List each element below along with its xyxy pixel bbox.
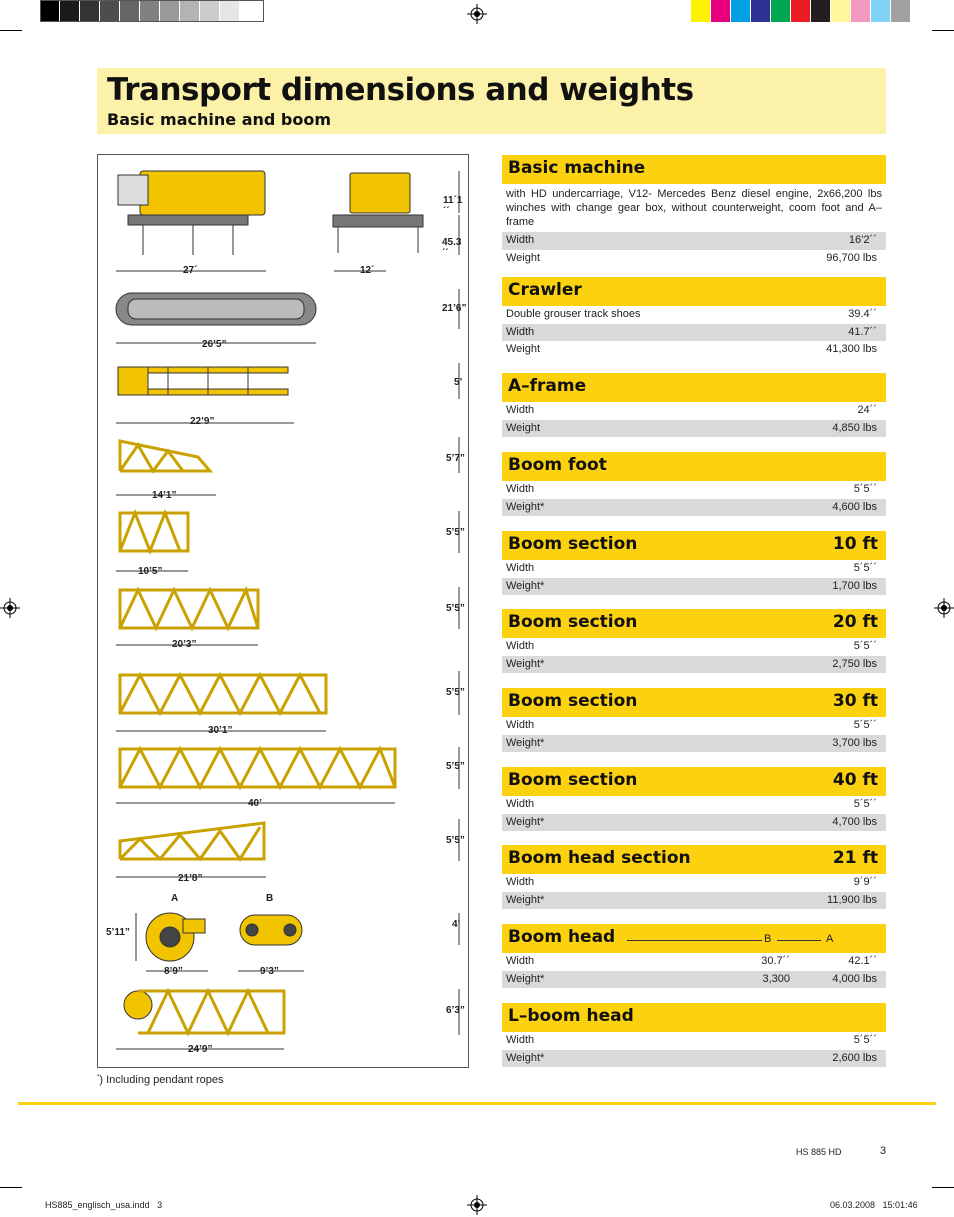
dim-crawler-height: 21’6” — [442, 303, 467, 314]
row-label: Width — [506, 640, 535, 652]
section-aframe — [502, 373, 886, 437]
dim-s30-height: 5’5” — [446, 687, 465, 698]
row-label: Weight* — [506, 657, 545, 670]
color-swatch — [180, 0, 200, 22]
footer-rule — [18, 1102, 936, 1105]
row-value: 4,600 lbs — [832, 500, 877, 513]
color-calibration-bar-gray — [40, 0, 260, 22]
footnote-mark: * — [97, 1074, 100, 1081]
row-value: 24´´ — [857, 404, 877, 416]
row-value: 2,600 lbs — [832, 1051, 877, 1064]
dim-bh-b-height: 4’ — [452, 919, 461, 930]
boom-section-30-drawing — [120, 675, 326, 713]
table-row — [502, 578, 886, 596]
color-swatch — [811, 0, 831, 22]
section-length: 10 ft — [832, 534, 878, 554]
registration-mark-icon — [467, 4, 487, 24]
table-row — [502, 735, 886, 753]
section-title: A–frame — [508, 376, 587, 396]
color-swatch — [751, 0, 771, 22]
dim-basic-clearance: 45.3´´ — [442, 237, 462, 259]
drawings-frame — [97, 154, 469, 1068]
dim-head-height: 5’5” — [446, 835, 465, 846]
row-value-b: 30.7´´ — [761, 955, 790, 967]
section-boom-head-section — [502, 845, 886, 909]
page-title: Transport dimensions and weights — [107, 72, 694, 108]
component-drawings — [98, 155, 468, 1067]
table-row — [502, 796, 886, 814]
section-header — [502, 924, 886, 953]
section-title: Boom section — [508, 691, 638, 711]
crop-mark — [0, 30, 22, 31]
section-title: Boom section — [508, 612, 638, 632]
dim-foot-length: 14’1” — [152, 490, 177, 501]
dim-s20-height: 5’5” — [446, 603, 465, 614]
color-swatch — [80, 0, 100, 22]
section-header — [502, 1003, 886, 1032]
section-header — [502, 373, 886, 402]
row-value: 5´5´´ — [853, 483, 877, 495]
row-label: Width — [506, 955, 535, 967]
section-length: 21 ft — [832, 848, 878, 868]
row-label: Weight — [506, 421, 541, 434]
row-label: Weight* — [506, 815, 545, 828]
section-boom-20 — [502, 609, 886, 673]
table-row — [502, 341, 886, 359]
color-swatch — [771, 0, 791, 22]
section-length: 30 ft — [832, 691, 878, 711]
row-value: 2,750 lbs — [832, 657, 877, 670]
section-title: Boom section — [508, 770, 638, 790]
row-label: Weight* — [506, 500, 545, 513]
table-row — [502, 499, 886, 517]
label-boom-head-b: B — [266, 893, 274, 904]
boom-head-section-drawing — [120, 823, 264, 859]
dim-lboom-height: 6’3” — [446, 1005, 465, 1016]
color-swatch — [220, 0, 240, 22]
row-label: Width — [506, 798, 535, 810]
dim-bh-b-length: 9’3” — [260, 966, 279, 977]
row-value: 3,700 lbs — [832, 736, 877, 749]
color-swatch — [100, 0, 120, 22]
dim-aframe-length: 22’9” — [190, 416, 215, 427]
row-value: 16’2´´ — [848, 234, 877, 246]
column-header-a: A — [826, 933, 834, 945]
section-description: with HD undercarriage, V12- Mercedes Benz diesel engine, 2x66,200 lbs winches with change gear box, without counterweight, coom foot and A–frame — [506, 188, 882, 228]
row-value: 5´5´´ — [853, 798, 877, 810]
dim-s10-length: 10’5” — [138, 566, 163, 577]
dim-s30-length: 30’1” — [208, 725, 233, 736]
color-swatch — [40, 0, 60, 22]
section-title: Boom section — [508, 534, 638, 554]
table-row — [502, 1050, 886, 1068]
column-header-b: B — [764, 933, 772, 945]
row-value-a: 4,000 lbs — [832, 972, 877, 985]
boom-section-10-drawing — [120, 513, 188, 551]
row-label: Width — [506, 234, 535, 246]
file-info: HS885_englisch_usa.indd 3 — [45, 1200, 163, 1210]
row-label: Weight* — [506, 736, 545, 749]
section-boom-10 — [502, 531, 886, 595]
section-header — [502, 531, 886, 560]
section-title: Crawler — [508, 280, 582, 300]
row-label: Width — [506, 483, 535, 495]
row-value: 11,900 lbs — [827, 893, 877, 906]
row-value: 39.4´´ — [848, 308, 877, 320]
row-label: Weight* — [506, 972, 545, 985]
title-band — [97, 68, 886, 134]
leader-line — [627, 940, 762, 941]
row-value: 41,300 lbs — [826, 343, 877, 355]
dim-crawler-length: 26’5” — [202, 339, 227, 350]
footnote-text: ) Including pendant ropes — [99, 1074, 224, 1086]
dim-s40-length: 40’ — [248, 798, 262, 809]
row-value: 5´5´´ — [853, 562, 877, 574]
table-row — [502, 402, 886, 420]
color-swatch — [711, 0, 731, 22]
color-swatch — [731, 0, 751, 22]
table-row — [502, 420, 886, 438]
section-lboom-head — [502, 1003, 886, 1067]
color-calibration-bar-color — [691, 0, 911, 22]
row-label: Weight — [506, 251, 541, 264]
boom-section-40-drawing — [120, 749, 395, 787]
dim-foot-height: 5’7” — [446, 453, 465, 464]
section-boom-30 — [502, 688, 886, 752]
registration-mark-icon — [934, 598, 954, 618]
crop-mark — [932, 1187, 954, 1188]
row-label: Width — [506, 876, 535, 888]
color-swatch — [240, 0, 260, 22]
section-boom-40 — [502, 767, 886, 831]
row-label: Width — [506, 562, 535, 574]
color-swatch — [140, 0, 160, 22]
color-swatch — [851, 0, 871, 22]
row-label: Width — [506, 719, 535, 731]
color-swatch — [200, 0, 220, 22]
row-value: 96,700 lbs — [826, 251, 877, 264]
lboom-head-drawing — [124, 991, 284, 1033]
table-row — [502, 656, 886, 674]
section-title: Boom foot — [508, 455, 607, 475]
row-value: 41.7´´ — [848, 325, 877, 338]
section-title: L–boom head — [508, 1006, 634, 1026]
table-row — [502, 250, 886, 268]
dim-basic-height: 11´1´´ — [443, 195, 463, 217]
row-value: 5´5´´ — [853, 640, 877, 652]
table-row — [502, 814, 886, 832]
row-value: 9´9´´ — [853, 876, 877, 888]
table-row — [502, 306, 886, 324]
row-value: 4,700 lbs — [832, 815, 877, 828]
section-length: 20 ft — [832, 612, 878, 632]
dim-bh-a-length: 8’9” — [164, 966, 183, 977]
row-label: Weight* — [506, 579, 545, 592]
crop-mark — [932, 30, 954, 31]
table-row — [502, 324, 886, 342]
color-swatch — [120, 0, 140, 22]
section-header — [502, 452, 886, 481]
date-info: 06.03.2008 15:01:46 — [830, 1200, 918, 1210]
footnote — [97, 1074, 224, 1086]
basic-machine-side-drawing — [118, 171, 265, 255]
dim-head-length: 21’8” — [178, 873, 203, 884]
model-name: HS 885 HD — [796, 1147, 842, 1157]
table-row — [502, 717, 886, 735]
registration-mark-icon — [0, 598, 20, 618]
dim-basic-width: 27´ — [183, 265, 198, 276]
color-swatch — [871, 0, 891, 22]
row-value-b: 3,300 — [762, 972, 790, 985]
crop-mark — [0, 1187, 22, 1188]
color-swatch — [60, 0, 80, 22]
table-row — [502, 874, 886, 892]
section-boom-foot — [502, 452, 886, 516]
basic-machine-front-drawing — [333, 173, 423, 253]
section-length: 40 ft — [832, 770, 878, 790]
table-row — [502, 971, 886, 989]
dim-s20-length: 20’3” — [172, 639, 197, 650]
section-crawler — [502, 277, 886, 359]
aframe-drawing — [118, 367, 288, 395]
section-title: Basic machine — [508, 158, 646, 178]
section-title: Boom head section — [508, 848, 691, 868]
color-swatch — [891, 0, 911, 22]
page-number: 3 — [880, 1145, 887, 1157]
row-value: 1,700 lbs — [832, 579, 877, 592]
dim-lboom-length: 24’9” — [188, 1044, 213, 1055]
dim-aframe-height: 5’ — [454, 377, 463, 388]
table-row — [502, 953, 886, 971]
section-header — [502, 767, 886, 796]
crawler-drawing — [116, 293, 316, 325]
row-label: Width — [506, 1034, 535, 1046]
dim-s10-height: 5’5” — [446, 527, 465, 538]
row-value: 5´5´´ — [853, 1034, 877, 1046]
section-boom-head — [502, 924, 886, 988]
dim-basic-tail: 12´ — [360, 265, 375, 276]
row-value-a: 42.1´´ — [848, 955, 877, 967]
row-label: Width — [506, 325, 535, 338]
section-title: Boom head — [508, 927, 616, 947]
dim-s40-height: 5’5” — [446, 761, 465, 772]
color-swatch — [691, 0, 711, 22]
table-row — [502, 232, 886, 250]
section-header — [502, 609, 886, 638]
section-header — [502, 845, 886, 874]
boom-head-a-drawing — [146, 913, 205, 961]
table-row — [502, 560, 886, 578]
label-boom-head-a: A — [171, 893, 179, 904]
registration-mark-icon — [467, 1195, 487, 1215]
row-label: Double grouser track shoes — [506, 308, 641, 320]
color-swatch — [831, 0, 851, 22]
row-label: Weight* — [506, 1051, 545, 1064]
table-row — [502, 638, 886, 656]
table-row — [502, 892, 886, 910]
dim-bh-a-height: 5’11” — [106, 927, 130, 938]
page-subtitle: Basic machine and boom — [107, 110, 332, 129]
table-row — [502, 481, 886, 499]
row-value: 5´5´´ — [853, 719, 877, 731]
section-header — [502, 277, 886, 306]
row-label: Weight* — [506, 893, 545, 906]
table-row — [502, 1032, 886, 1050]
row-value: 4,850 lbs — [832, 421, 877, 434]
section-basic-machine — [502, 155, 886, 267]
row-label: Width — [506, 404, 535, 416]
section-header — [502, 155, 886, 184]
color-swatch — [160, 0, 180, 22]
leader-line — [777, 940, 821, 941]
boom-foot-drawing — [120, 441, 210, 471]
section-header — [502, 688, 886, 717]
row-label: Weight — [506, 343, 541, 355]
boom-head-b-drawing — [240, 915, 302, 945]
color-swatch — [791, 0, 811, 22]
boom-section-20-drawing — [120, 590, 258, 628]
